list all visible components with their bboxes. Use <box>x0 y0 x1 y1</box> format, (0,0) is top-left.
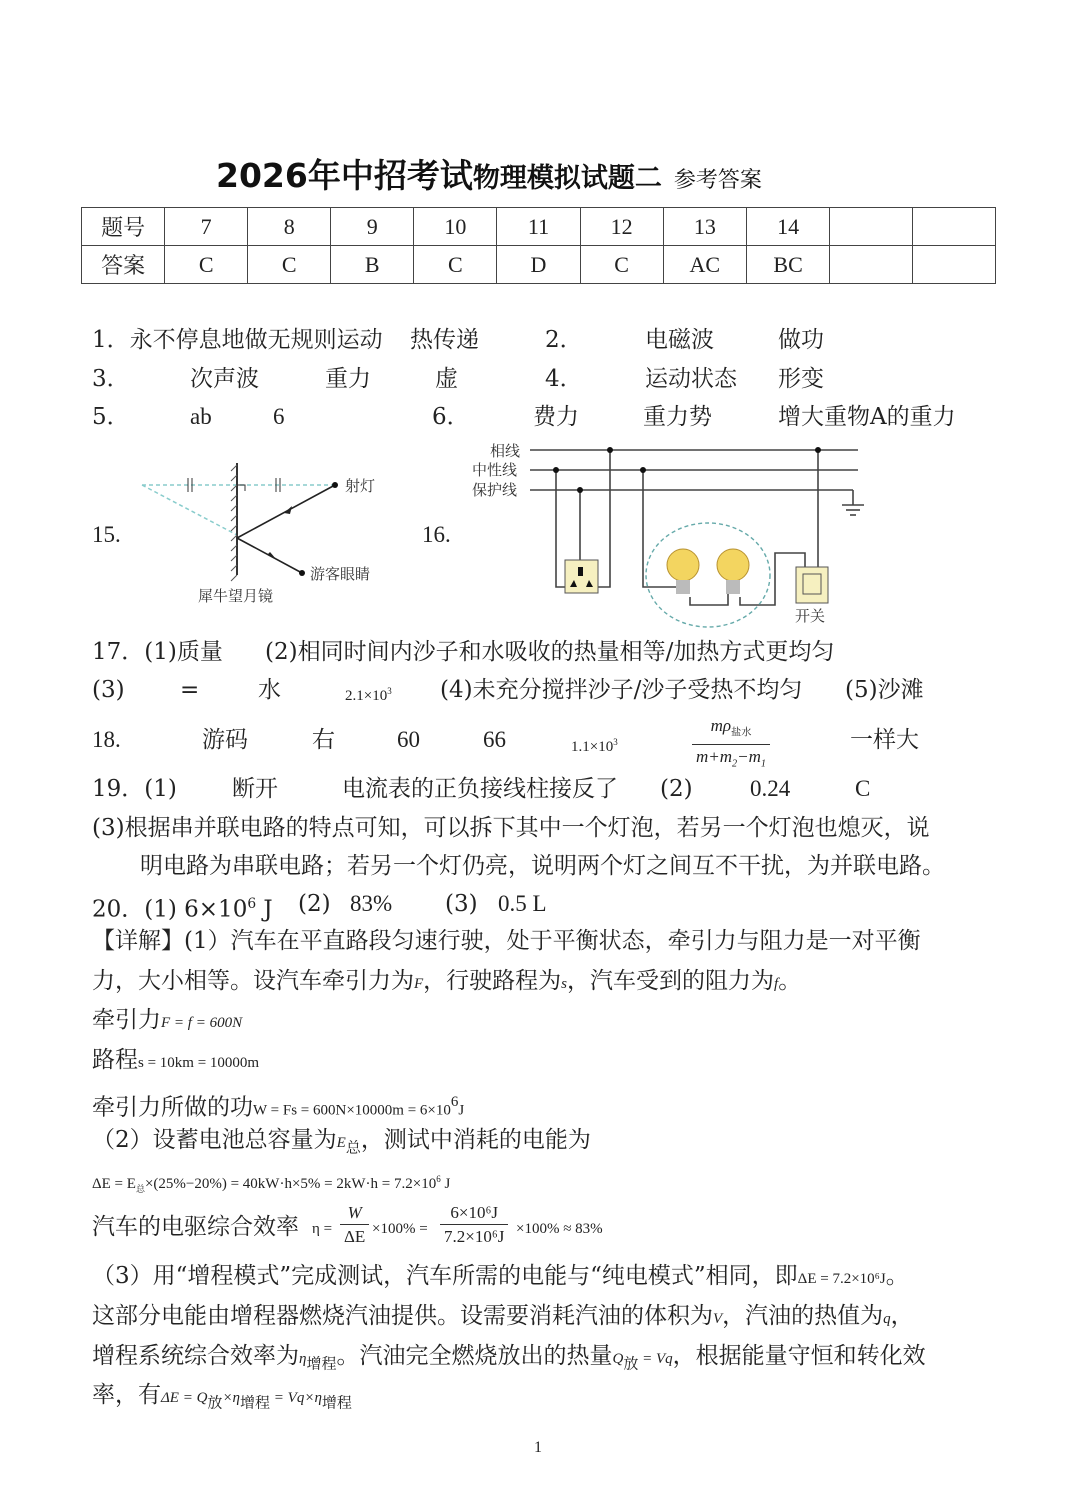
q6-answer-3: 增大重物A的重力 <box>778 404 956 430</box>
q19-part3-line1: (3)根据串并联电路的特点可知，可以拆下其中一个灯泡，若另一个灯泡也熄灭，说 <box>92 815 930 841</box>
socket-icon <box>565 560 598 593</box>
page-title: 2026年中招考试物理模拟试题二 参考答案 <box>216 156 762 195</box>
answer-cell: D <box>497 246 580 284</box>
live-wire-label: 相线 <box>490 442 521 460</box>
detail-formula: $\Delta E = E_总\times(25\%-20\%) = 40kW\cdot h\times 5\% = 2kW\cdot h = 7.2\times 10^6$ J <box>92 1174 451 1194</box>
q18-answer-3: 60 <box>397 727 420 752</box>
efficiency-result: ×100% ≈ 83% <box>516 1221 603 1237</box>
answer-cell: B <box>331 246 414 284</box>
q19-part2: (2) <box>660 776 693 802</box>
answer-row <box>82 246 996 284</box>
q20-answer-1: 20．(1) $6\times 10^6$ J <box>92 896 273 923</box>
detail-line: 汽车的电驱综合效率 <box>92 1214 299 1240</box>
switch-label: 开关 <box>795 607 826 625</box>
q6-answer-2: 重力势 <box>643 404 712 430</box>
q17-answer-3a: = <box>180 677 200 703</box>
question-number-cell: 9 <box>331 208 414 246</box>
q1-answer-2: 热传递 <box>410 327 479 353</box>
answer-table <box>81 207 996 284</box>
efficiency-eta: η = <box>312 1221 333 1237</box>
header-label: 题号 <box>82 208 165 246</box>
answer-cell <box>830 246 913 284</box>
q17-answer-5: (5)沙滩 <box>845 677 924 703</box>
q19-number: 19．(1) <box>92 776 177 802</box>
q18-answer-1: 游码 <box>202 727 248 753</box>
q18-answer-7: 一样大 <box>850 727 919 753</box>
q3-number: 3． <box>92 366 130 392</box>
detail-line: 牵引力所做的功$W = Fs = 600N\times 10000m = 6\times 10^6J$ <box>92 1094 465 1121</box>
question-number-cell: 13 <box>663 208 746 246</box>
q20-answer-3: 0.5 L <box>498 891 547 916</box>
neutral-wire-label: 中性线 <box>472 461 518 479</box>
q18-answer-2: 右 <box>312 727 335 753</box>
q6-number: 6． <box>432 404 470 430</box>
detail-line: 增程系统综合效率为$\eta_{增程}$。汽油完全燃烧放出的热量$Q_放 = Vq$，根据能量守恒和转化效 <box>92 1343 926 1373</box>
answer-cell: C <box>165 246 248 284</box>
q19-answer-3: 0.24 <box>750 776 791 801</box>
question-number-cell: 12 <box>580 208 663 246</box>
q2-answer-2: 做功 <box>778 327 824 353</box>
q19-answer-1: 断开 <box>232 776 278 802</box>
q19-part3-line2: 明电路为串联电路；若另一个灯仍亮，说明两个灯之间互不干扰，为并联电路。 <box>140 853 945 879</box>
spotlight-label: 射灯 <box>345 477 376 495</box>
detail-line: 路程s = 10km = 10000m <box>92 1047 260 1073</box>
q6-answer-1: 费力 <box>533 404 579 430</box>
question-number-cell <box>913 208 996 246</box>
q20-answer-2: 83% <box>350 891 393 916</box>
q4-answer-1: 运动状态 <box>645 366 737 392</box>
q20-part2: (2) <box>298 891 331 917</box>
detail-line: 【详解】(1）汽车在平直路段匀速行驶，处于平衡状态，牵引力与阻力是一对平衡 <box>92 928 921 954</box>
eye-label: 游客眼睛 <box>310 565 371 583</box>
q17-answer-4: (4)未充分搅拌沙子/沙子受热不均匀 <box>440 677 803 703</box>
q3-answer-1: 次声波 <box>190 366 259 392</box>
efficiency-fraction-2: $\frac{\text{6×10⁶J}}{\text{7.2×10⁶J}}$ <box>440 1202 508 1249</box>
detail-line: 率，有$\Delta E = Q_放\times\eta_{增程} = Vq\times\eta_{增程}$ <box>92 1382 352 1412</box>
q18-answer-4: 66 <box>483 727 506 752</box>
q20-part3: (3) <box>445 891 478 917</box>
q2-number: 2． <box>545 327 583 353</box>
q15-number: 15. <box>92 522 121 547</box>
detail-line: 力，大小相等。设汽车牵引力为F，行驶路程为s，汽车受到的阻力为f。 <box>92 968 802 994</box>
answer-label: 答案 <box>82 246 165 284</box>
q1-answer: 1．永不停息地做无规则运动 <box>92 327 383 353</box>
question-number-cell: 10 <box>414 208 497 246</box>
page-number: 1 <box>534 1439 542 1456</box>
detail-line: 这部分电能由增程器燃烧汽油提供。设需要消耗汽油的体积为V，汽油的热值为q， <box>92 1303 914 1329</box>
answer-cell: C <box>248 246 331 284</box>
answer-cell: C <box>580 246 663 284</box>
mirror-label: 犀牛望月镜 <box>198 587 274 605</box>
question-number-cell: 14 <box>746 208 829 246</box>
question-number-cell: 11 <box>497 208 580 246</box>
q16-number: 16. <box>422 522 451 547</box>
q4-number: 4． <box>545 366 583 392</box>
q5-answer-2: 6 <box>273 404 285 429</box>
ground-wire-label: 保护线 <box>472 481 518 499</box>
detail-line: 牵引力F = f = 600N <box>92 1007 243 1033</box>
efficiency-fraction-1: $\frac{W}{\Delta E}$ <box>340 1202 369 1249</box>
answer-cell: C <box>414 246 497 284</box>
q4-answer-2: 形变 <box>778 366 824 392</box>
detail-line: （3）用“增程模式”完成测试，汽车所需的电能与“纯电模式”相同，即ΔE = 7.2×10⁶J。 <box>92 1263 909 1289</box>
bulb-icon <box>717 549 749 594</box>
question-number-cell <box>830 208 913 246</box>
q2-answer-1: 电磁波 <box>645 327 714 353</box>
q18-answer-5: $1.1\times 10^3$ <box>571 737 618 755</box>
q3-answer-2: 重力 <box>325 366 371 392</box>
q5-answer-1: ab <box>190 404 212 429</box>
q19-answer-4: C <box>855 776 871 801</box>
q19-answer-2: 电流表的正负接线柱接反了 <box>342 776 618 802</box>
q15-reflection-diagram <box>130 455 420 615</box>
q17-answer-2: (2)相同时间内沙子和水吸收的热量相等/加热方式更均匀 <box>265 639 835 665</box>
efficiency-times: ×100% = <box>372 1221 428 1237</box>
question-number-cell: 7 <box>165 208 248 246</box>
question-number-cell: 8 <box>248 208 331 246</box>
q16-circuit-diagram <box>460 435 890 630</box>
q5-number: 5． <box>92 404 130 430</box>
question-number-row <box>82 208 996 246</box>
q17-answer-3b: 水 <box>258 677 281 703</box>
q3-answer-3: 虚 <box>435 366 458 392</box>
q17-answer-3c: $2.1\times 10^3$ <box>345 686 392 704</box>
switch-icon <box>796 567 828 603</box>
q18-density-fraction: $m\rho_{盐水}$ $m+m_2-m_1$ <box>692 715 770 777</box>
q17-answer-1: 17．(1)质量 <box>92 639 223 665</box>
answer-cell: AC <box>663 246 746 284</box>
q18-number: 18. <box>92 727 121 752</box>
answer-cell <box>913 246 996 284</box>
q17-part3: (3) <box>92 677 125 703</box>
detail-line: （2）设蓄电池总容量为$E_总$，测试中消耗的电能为 <box>92 1127 591 1157</box>
answer-cell: BC <box>746 246 829 284</box>
